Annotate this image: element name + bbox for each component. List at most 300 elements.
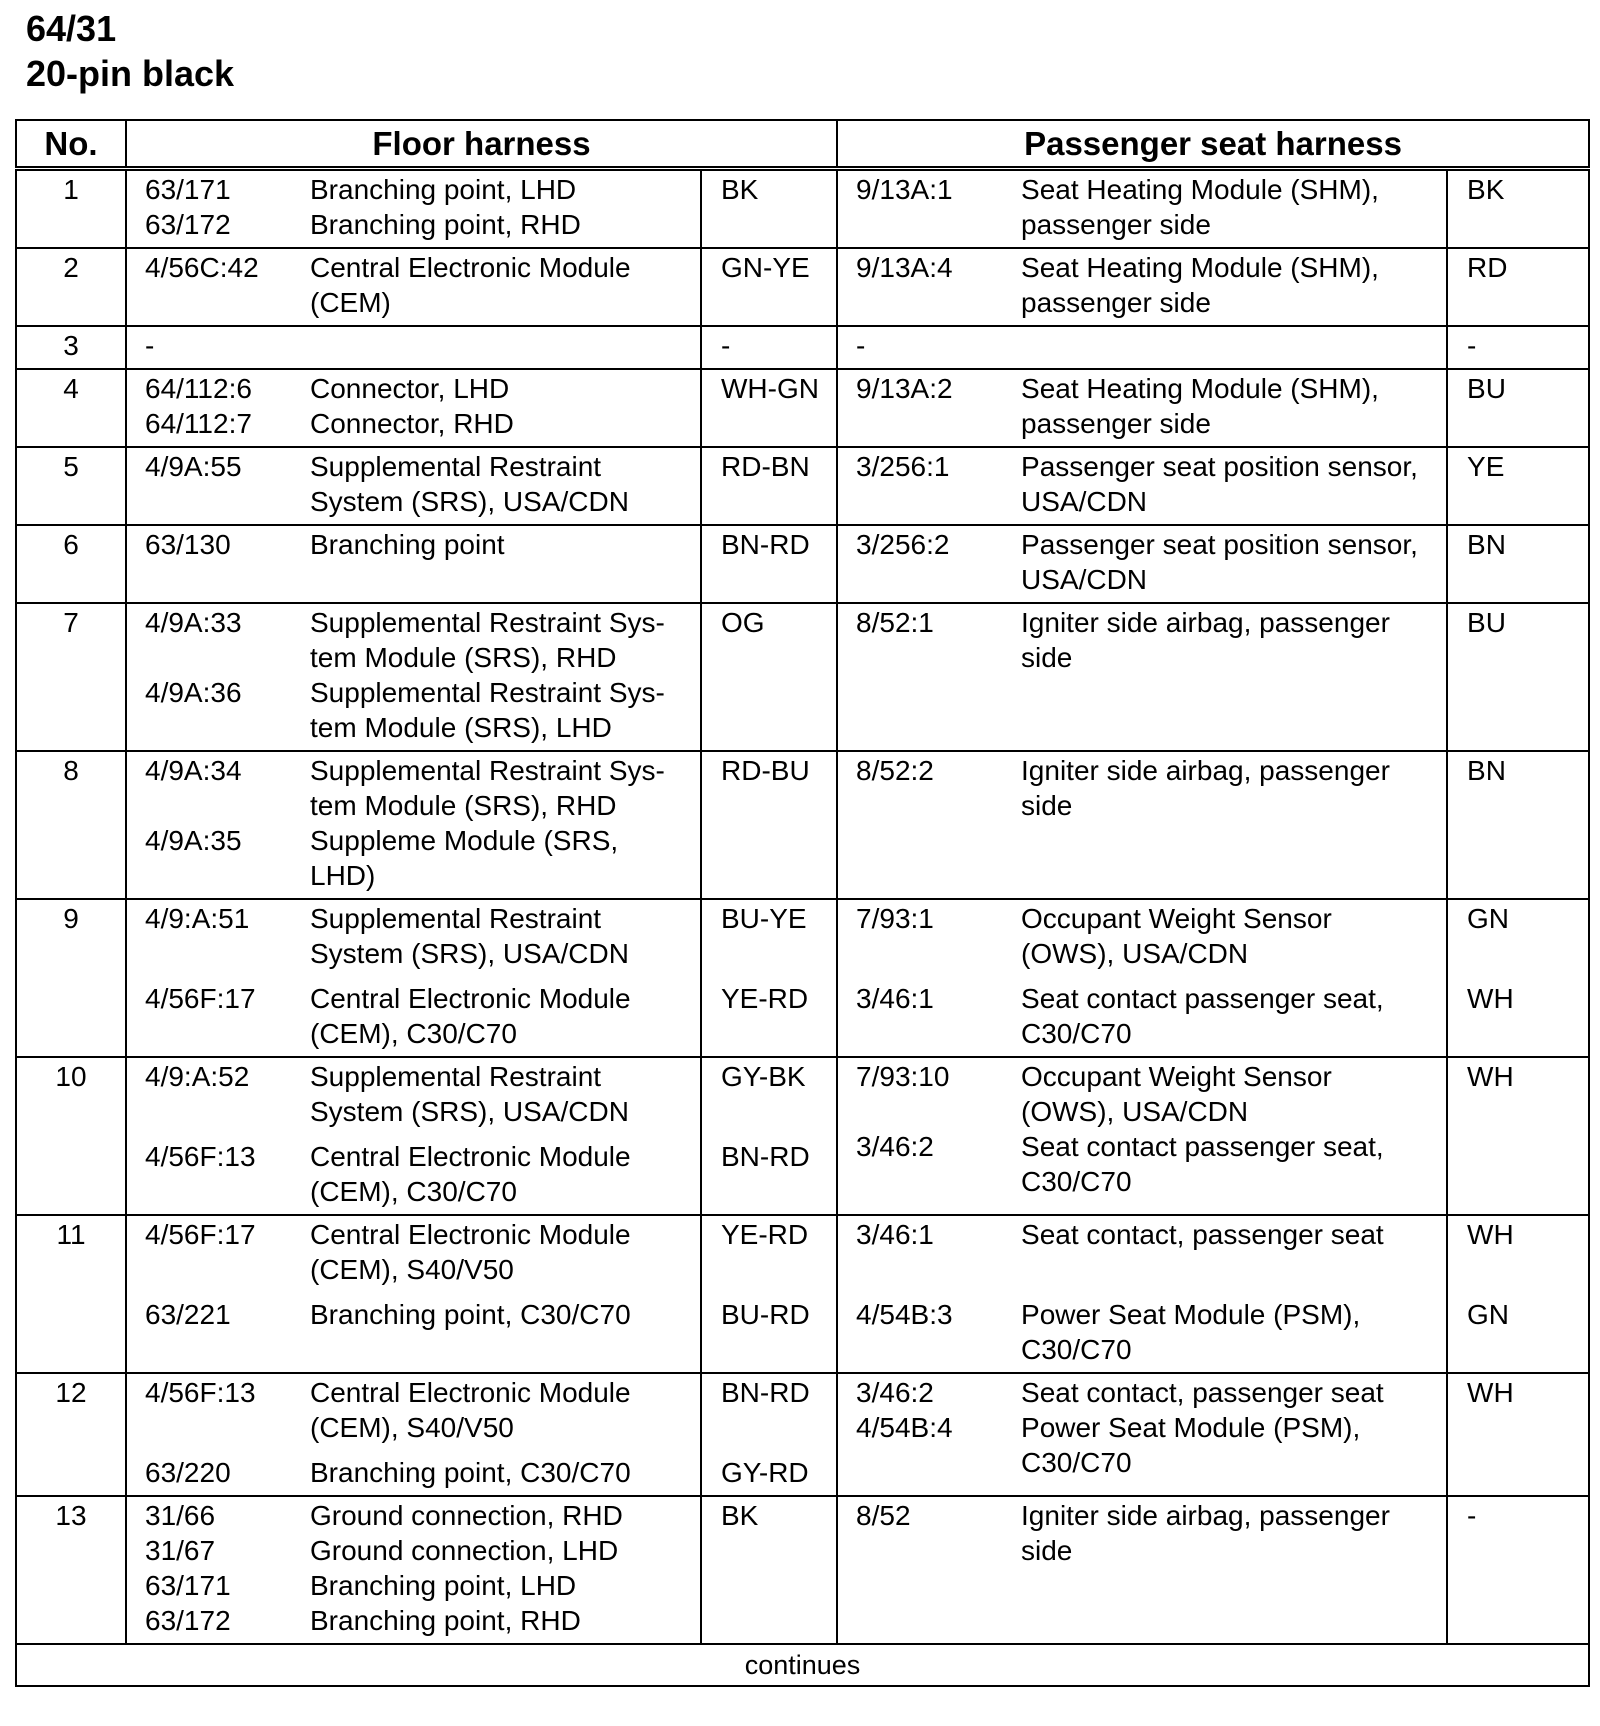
entry-line (838, 901, 1446, 936)
component-description: passenger side (1021, 408, 1211, 439)
component-description: Seat contact passenger seat, (1021, 983, 1384, 1014)
component-code: 63/130 (145, 529, 231, 560)
entry-line (838, 328, 1446, 363)
connector-description: 20-pin black (26, 53, 235, 94)
entry-line (838, 1375, 1446, 1410)
entry-line (838, 1297, 1446, 1332)
wire-color: RD (1467, 252, 1508, 283)
wire-color (721, 1410, 836, 1445)
table-row (16, 751, 1589, 899)
entry-line (838, 1059, 1446, 1094)
component-code (127, 285, 310, 320)
entry-line (838, 449, 1446, 484)
floor-harness-cell (126, 1057, 701, 1215)
wire-color: BK (721, 174, 759, 205)
pin-number: 13 (16, 1496, 126, 1644)
title-block (26, 6, 234, 96)
component-code (838, 1332, 1021, 1367)
component-code: 63/171 (145, 174, 231, 205)
wire-color: GY-RD (721, 1457, 809, 1488)
component-code: 4/56C:42 (145, 252, 259, 283)
component-description: Suppleme Module (SRS, (310, 825, 619, 856)
component-code: 4/9A:33 (145, 607, 242, 638)
component-code: 4/54B:4 (856, 1412, 953, 1443)
component-code: 64/112:7 (145, 408, 252, 439)
connector-code: 64/31 (26, 8, 117, 49)
wire-color (721, 1252, 836, 1287)
floor-wire-color (701, 1215, 837, 1373)
wire-color: YE (1467, 451, 1505, 482)
component-code (838, 1164, 1021, 1199)
component-code: 63/221 (145, 1299, 231, 1330)
component-description: passenger side (1021, 287, 1211, 318)
wire-color: BU (1467, 607, 1506, 638)
entry-line (838, 605, 1446, 640)
entry-line (127, 1297, 700, 1332)
component-code (127, 1016, 310, 1051)
component-description: side (1021, 790, 1073, 821)
entry-line (127, 1498, 700, 1533)
entry-line (127, 285, 700, 320)
component-description: tem Module (SRS), LHD (310, 712, 612, 743)
component-description: System (SRS), USA/CDN (310, 938, 629, 969)
passenger-wire-color (1447, 1215, 1589, 1373)
entry-line (838, 250, 1446, 285)
component-code: 3/46:2 (856, 1377, 934, 1408)
wire-color: BN-RD (721, 1377, 810, 1408)
component-description: Central Electronic Module (310, 1219, 631, 1250)
spacer (838, 971, 1446, 981)
floor-harness-cell (126, 369, 701, 447)
component-code (127, 710, 310, 745)
spacer (721, 971, 836, 981)
wire-color: YE-RD (721, 1219, 809, 1250)
wire-color: GN (1467, 1299, 1510, 1330)
passenger-wire-color (1447, 369, 1589, 447)
component-code: 4/9A:35 (145, 825, 242, 856)
passenger-harness-cell (837, 248, 1447, 326)
passenger-wire-color (1447, 1496, 1589, 1644)
wire-color (721, 936, 836, 971)
table-row (16, 525, 1589, 603)
component-code (838, 1094, 1021, 1129)
entry-line (838, 371, 1446, 406)
wire-color: GN (1467, 903, 1510, 934)
component-code: 4/9:A:52 (145, 1061, 250, 1092)
component-description: Connector, LHD (310, 373, 510, 404)
component-code: 8/52:1 (856, 607, 934, 638)
passenger-harness-cell (837, 899, 1447, 1057)
component-description: C30/C70 (1021, 1018, 1132, 1049)
entry-line (838, 981, 1446, 1016)
passenger-wire-color (1447, 525, 1589, 603)
component-description: Seat Heating Module (SHM), (1021, 373, 1379, 404)
component-description: Occupant Weight Sensor (1021, 903, 1332, 934)
component-description: Igniter side airbag, passenger (1021, 755, 1390, 786)
entry-line (838, 1164, 1446, 1199)
component-code: 4/54B:3 (856, 1299, 953, 1330)
component-description: C30/C70 (1021, 1334, 1132, 1365)
component-description: Branching point, C30/C70 (310, 1457, 631, 1488)
entry-line (838, 1129, 1446, 1164)
wire-color: GN-YE (721, 252, 810, 283)
component-code: 4/56F:17 (145, 983, 256, 1014)
entry-line (838, 207, 1446, 242)
passenger-harness-cell (837, 369, 1447, 447)
component-code: 3/256:1 (856, 451, 950, 482)
floor-wire-color (701, 1057, 837, 1215)
footer-row (16, 1644, 1589, 1686)
component-code: 64/112:6 (145, 373, 252, 404)
floor-harness-cell (126, 899, 701, 1057)
entry-line (127, 371, 700, 406)
entry-line (127, 1455, 700, 1490)
component-description: C30/C70 (1021, 1447, 1132, 1478)
continues-label: continues (16, 1644, 1589, 1686)
component-description: Power Seat Module (PSM), (1021, 1412, 1361, 1443)
entry-line (838, 1410, 1446, 1445)
floor-wire-color (701, 169, 837, 249)
component-description: (OWS), USA/CDN (1021, 1096, 1249, 1127)
wire-color: BU-RD (721, 1299, 810, 1330)
wire-color (1467, 936, 1588, 971)
table-row (16, 1373, 1589, 1496)
entry-line (838, 936, 1446, 971)
entry-line (838, 527, 1446, 562)
entry-line (127, 710, 700, 745)
component-description: Branching point, RHD (310, 1605, 581, 1636)
component-description: Branching point (310, 529, 505, 560)
wire-color: BU (1467, 373, 1506, 404)
component-description: (CEM), S40/V50 (310, 1412, 514, 1443)
wire-color (721, 1094, 836, 1129)
component-description: Seat contact, passenger seat (1021, 1377, 1384, 1408)
entry-line (127, 484, 700, 519)
entry-line (127, 675, 700, 710)
passenger-harness-cell (837, 603, 1447, 751)
component-code (838, 936, 1021, 971)
component-description: side (1021, 642, 1073, 673)
floor-harness-cell (126, 169, 701, 249)
passenger-harness-cell (837, 447, 1447, 525)
passenger-wire-color (1447, 447, 1589, 525)
wire-color: BK (721, 1500, 759, 1531)
passenger-harness-cell (837, 525, 1447, 603)
connector-pin-table (15, 119, 1590, 1687)
component-code: 63/220 (145, 1457, 231, 1488)
component-code (838, 788, 1021, 823)
component-code: 7/93:1 (856, 903, 934, 934)
spacer (127, 971, 700, 981)
spacer (721, 1129, 836, 1139)
component-code (127, 1094, 310, 1129)
component-code: 63/172 (145, 209, 231, 240)
entry-line (838, 1016, 1446, 1051)
passenger-wire-color (1447, 169, 1589, 249)
component-code (127, 1410, 310, 1445)
passenger-wire-color (1447, 1373, 1589, 1496)
pin-number: 2 (16, 248, 126, 326)
wire-color: RD-BU (721, 755, 810, 786)
component-code: 3/256:2 (856, 529, 950, 560)
component-description: Central Electronic Module (310, 1377, 631, 1408)
component-description: Supplemental Restraint (310, 1061, 602, 1092)
header-floor-harness: Floor harness (126, 120, 837, 169)
component-code: 7/93:10 (856, 1061, 950, 1092)
floor-harness-cell (126, 751, 701, 899)
entry-line (838, 172, 1446, 207)
entry-line (838, 285, 1446, 320)
entry-line (127, 858, 700, 893)
entry-line (127, 605, 700, 640)
component-code: 8/52 (856, 1500, 911, 1531)
passenger-wire-color (1447, 751, 1589, 899)
passenger-wire-color (1447, 248, 1589, 326)
wire-color: BN (1467, 755, 1506, 786)
component-description: USA/CDN (1021, 564, 1148, 595)
floor-wire-color (701, 369, 837, 447)
component-code (838, 562, 1021, 597)
spacer (127, 1129, 700, 1139)
entry-line (838, 1498, 1446, 1533)
component-description: Branching point, RHD (310, 209, 581, 240)
component-code (127, 640, 310, 675)
entry-line (127, 1174, 700, 1209)
spacer (721, 1445, 836, 1455)
component-description: Passenger seat position sensor, (1021, 451, 1418, 482)
wire-color: BK (1467, 174, 1505, 205)
component-description: Central Electronic Module (310, 1141, 631, 1172)
entry-line (127, 1252, 700, 1287)
entry-line (127, 1533, 700, 1568)
pin-number: 9 (16, 899, 126, 1057)
component-description: Seat contact, passenger seat (1021, 1219, 1384, 1250)
floor-wire-color (701, 248, 837, 326)
spacer (721, 1287, 836, 1297)
table-row (16, 1057, 1589, 1215)
component-code (838, 406, 1021, 441)
entry-line (127, 406, 700, 441)
wire-color: WH (1467, 983, 1514, 1014)
component-description: (OWS), USA/CDN (1021, 938, 1249, 969)
entry-line (838, 1445, 1446, 1480)
passenger-harness-cell (837, 1496, 1447, 1644)
component-description: C30/C70 (1021, 1166, 1132, 1197)
component-code: 4/56F:13 (145, 1141, 256, 1172)
entry-line (127, 1568, 700, 1603)
table-row (16, 899, 1589, 1057)
pin-number: 4 (16, 369, 126, 447)
floor-wire-color (701, 326, 837, 369)
floor-wire-color (701, 751, 837, 899)
component-code (838, 1533, 1021, 1568)
pin-number: 3 (16, 326, 126, 369)
wire-color: - (721, 330, 731, 361)
wire-color: - (1467, 1500, 1477, 1531)
component-description: tem Module (SRS), RHD (310, 790, 617, 821)
floor-wire-color (701, 899, 837, 1057)
wire-color: BN (1467, 529, 1506, 560)
entry-line (838, 1094, 1446, 1129)
entry-line (127, 1059, 700, 1094)
header-passenger-seat-harness: Passenger seat harness (837, 120, 1589, 169)
component-code: 63/172 (145, 1605, 231, 1636)
spacer (127, 1445, 700, 1455)
entry-line (127, 527, 700, 562)
entry-line (127, 788, 700, 823)
pin-number: 1 (16, 169, 126, 249)
spacer (838, 1252, 1446, 1297)
component-description: Occupant Weight Sensor (1021, 1061, 1332, 1092)
component-description: Ground connection, LHD (310, 1535, 619, 1566)
floor-wire-color (701, 447, 837, 525)
entry-line (127, 823, 700, 858)
wire-color: BU-YE (721, 903, 807, 934)
passenger-harness-cell (837, 169, 1447, 249)
component-description: Branching point, LHD (310, 1570, 577, 1601)
floor-harness-cell (126, 1215, 701, 1373)
component-description: Seat Heating Module (SHM), (1021, 174, 1379, 205)
component-code (838, 285, 1021, 320)
table-body (16, 169, 1589, 1645)
pin-number: 12 (16, 1373, 126, 1496)
entry-line (127, 1603, 700, 1638)
wire-color: GY-BK (721, 1061, 806, 1092)
pin-number: 6 (16, 525, 126, 603)
entry-line (127, 1094, 700, 1129)
component-code: 3/46:2 (856, 1131, 934, 1162)
component-description: USA/CDN (1021, 486, 1148, 517)
entry-line (127, 640, 700, 675)
entry-line (127, 901, 700, 936)
component-description: Branching point, LHD (310, 174, 577, 205)
component-code: 4/56F:13 (145, 1377, 256, 1408)
entry-line (838, 562, 1446, 597)
entry-line (838, 640, 1446, 675)
entry-line (838, 484, 1446, 519)
component-code: - (145, 330, 155, 361)
entry-line (838, 1332, 1446, 1367)
table-row (16, 326, 1589, 369)
entry-line (127, 1217, 700, 1252)
component-description: Igniter side airbag, passenger (1021, 1500, 1390, 1531)
component-description: (CEM) (310, 287, 391, 318)
component-code (127, 788, 310, 823)
component-code: 31/67 (145, 1535, 216, 1566)
component-code (127, 1252, 310, 1287)
component-description: tem Module (SRS), RHD (310, 642, 617, 673)
component-description: Ground connection, RHD (310, 1500, 623, 1531)
component-description: Supplemental Restraint (310, 451, 602, 482)
component-description: (CEM), C30/C70 (310, 1018, 517, 1049)
pin-number: 11 (16, 1215, 126, 1373)
entry-line (127, 328, 700, 363)
component-code: 4/9A:55 (145, 451, 242, 482)
floor-harness-cell (126, 326, 701, 369)
entry-line (127, 250, 700, 285)
table-row (16, 1215, 1589, 1373)
pin-number: 10 (16, 1057, 126, 1215)
component-description: Connector, RHD (310, 408, 514, 439)
component-description: System (SRS), USA/CDN (310, 1096, 629, 1127)
passenger-wire-color (1447, 899, 1589, 1057)
component-code: 9/13A:1 (856, 174, 953, 205)
entry-line (127, 172, 700, 207)
component-description: Supplemental Restraint Sys- (310, 607, 665, 638)
entry-line (127, 207, 700, 242)
entry-line (127, 1375, 700, 1410)
component-description: Supplemental Restraint (310, 903, 602, 934)
floor-harness-cell (126, 603, 701, 751)
spacer (1467, 1252, 1588, 1297)
component-description: (CEM), C30/C70 (310, 1176, 517, 1207)
component-code: 9/13A:4 (856, 252, 953, 283)
component-code (127, 484, 310, 519)
entry-line (838, 1217, 1446, 1252)
table-row (16, 447, 1589, 525)
component-description: System (SRS), USA/CDN (310, 486, 629, 517)
floor-wire-color (701, 1496, 837, 1644)
floor-harness-cell (126, 525, 701, 603)
passenger-harness-cell (837, 751, 1447, 899)
component-description: LHD) (310, 860, 376, 891)
component-code: 4/9A:34 (145, 755, 242, 786)
entry-line (838, 753, 1446, 788)
wire-color: WH-GN (721, 373, 819, 404)
entry-line (838, 406, 1446, 441)
component-description: Igniter side airbag, passenger (1021, 607, 1390, 638)
component-description: Seat Heating Module (SHM), (1021, 252, 1379, 283)
component-description: Supplemental Restraint Sys- (310, 755, 665, 786)
table-row (16, 1496, 1589, 1644)
wire-color: WH (1467, 1377, 1514, 1408)
passenger-wire-color (1447, 326, 1589, 369)
component-code: - (856, 330, 866, 361)
entry-line (127, 1016, 700, 1051)
component-description: Seat contact passenger seat, (1021, 1131, 1384, 1162)
wire-color: BN-RD (721, 1141, 810, 1172)
entry-line (127, 1410, 700, 1445)
passenger-harness-cell (837, 1057, 1447, 1215)
floor-harness-cell (126, 1373, 701, 1496)
component-code: 4/56F:17 (145, 1219, 256, 1250)
passenger-harness-cell (837, 326, 1447, 369)
table-row (16, 369, 1589, 447)
component-code: 4/9A:36 (145, 677, 242, 708)
wire-color: YE-RD (721, 983, 809, 1014)
floor-harness-cell (126, 1496, 701, 1644)
floor-wire-color (701, 525, 837, 603)
component-code (127, 1174, 310, 1209)
passenger-harness-cell (837, 1215, 1447, 1373)
component-description (1021, 328, 1446, 363)
component-code (838, 1445, 1021, 1480)
wire-color: - (1467, 330, 1477, 361)
component-description: Supplemental Restraint Sys- (310, 677, 665, 708)
component-description: (CEM), S40/V50 (310, 1254, 514, 1285)
spacer (1467, 971, 1588, 981)
entry-line (127, 753, 700, 788)
component-description: passenger side (1021, 209, 1211, 240)
passenger-wire-color (1447, 603, 1589, 751)
table-header-row (16, 120, 1589, 169)
component-description: Central Electronic Module (310, 983, 631, 1014)
table-row (16, 248, 1589, 326)
floor-wire-color (701, 603, 837, 751)
passenger-wire-color (1447, 1057, 1589, 1215)
entry-line (838, 788, 1446, 823)
wire-color: OG (721, 607, 765, 638)
